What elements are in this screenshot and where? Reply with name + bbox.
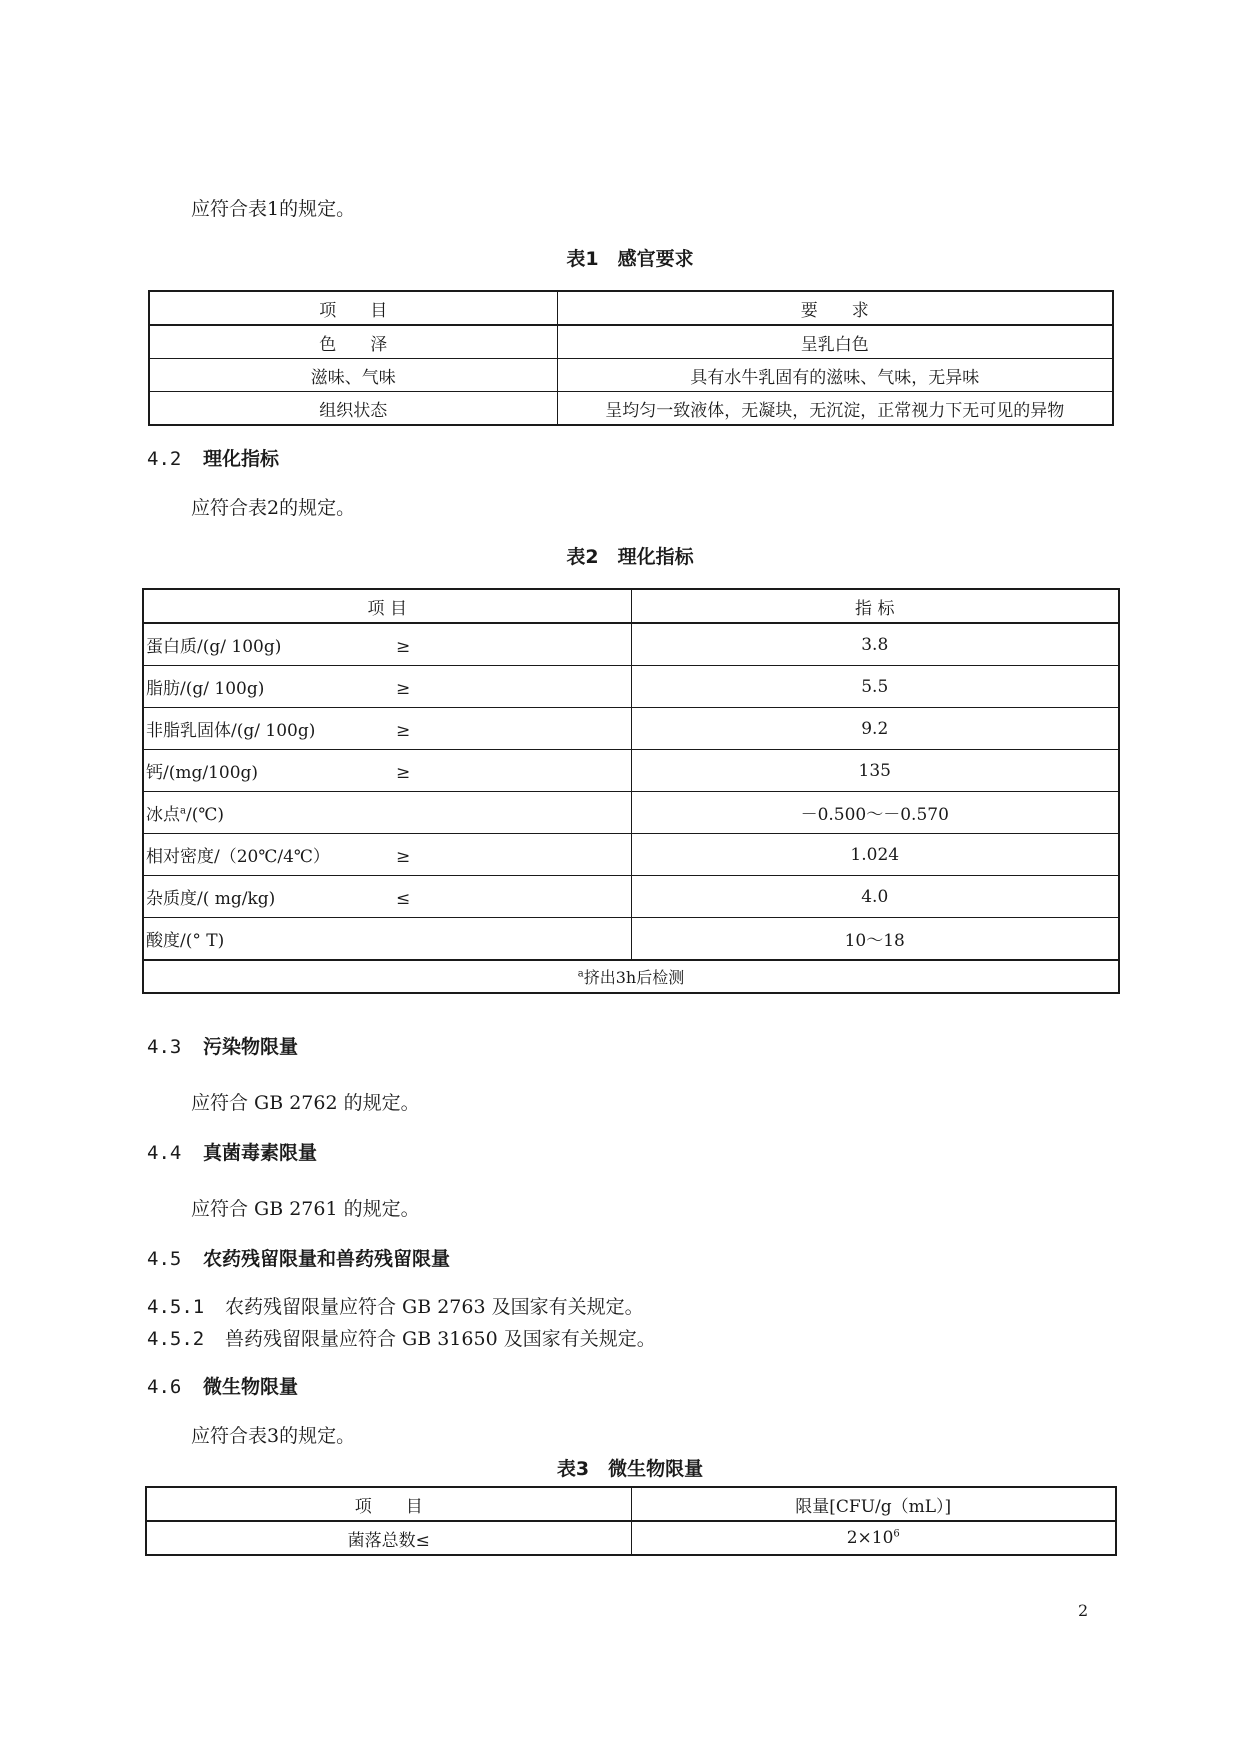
value-base: 2×10 <box>846 1528 894 1548</box>
footnote-text: 挤出3h后检测 <box>583 968 685 987</box>
table2-item-cell <box>143 792 631 834</box>
section-4-2-paragraph: 应符合表2的规定。 <box>191 497 356 519</box>
section-number: 4.2 <box>147 448 182 470</box>
clause-text: 农药残留限量应符合 GB 2763 及国家有关规定。 <box>225 1296 644 1318</box>
table3-item-cell: 菌落总数≤ <box>146 1521 631 1555</box>
table2-footnote-row <box>143 960 1119 993</box>
table2-item-cell <box>143 918 631 961</box>
table2-item-cell <box>143 708 631 750</box>
item-name: 相对密度/（20℃/4℃） <box>146 847 330 867</box>
table-row <box>143 792 1119 834</box>
table2-header-row <box>143 589 1119 623</box>
table1-caption: 表1 感官要求 <box>566 248 694 270</box>
section-title: 农药残留限量和兽药残留限量 <box>203 1248 451 1270</box>
item-name <box>144 800 396 825</box>
section-number: 4.3 <box>147 1036 182 1058</box>
table2-value-cell: 3.8 <box>631 623 1119 666</box>
comparison-symbol: ≥ <box>396 847 411 867</box>
table-row <box>143 708 1119 750</box>
section-title: 微生物限量 <box>203 1376 299 1398</box>
clause-4-5-1 <box>147 1295 644 1319</box>
table2-item-cell <box>143 834 631 876</box>
table-row <box>149 325 1113 359</box>
item-name-unit: /(℃) <box>185 805 224 825</box>
section-number: 4.5 <box>147 1248 182 1270</box>
table3-microbial-limits <box>145 1486 1117 1556</box>
clause-number: 4.5.1 <box>147 1296 205 1318</box>
item-name: 非脂乳固体/(g/ 100g) <box>146 721 316 741</box>
section-4-6-heading <box>147 1375 298 1399</box>
item-name: 蛋白质/(g/ 100g) <box>146 637 282 657</box>
table-row <box>143 666 1119 708</box>
table1-cell: 具有水牛乳固有的滋味、气味，无异味 <box>557 359 1113 392</box>
item-name: 杂质度/( mg/kg) <box>146 889 276 909</box>
table2-item-cell <box>143 666 631 708</box>
table-row <box>146 1521 1116 1555</box>
section-4-3-paragraph: 应符合 GB 2762 的规定。 <box>191 1092 420 1114</box>
table-row <box>143 834 1119 876</box>
table3-caption: 表3 微生物限量 <box>556 1458 704 1480</box>
table-row <box>149 359 1113 392</box>
section-4-6-paragraph: 应符合表3的规定。 <box>191 1425 356 1447</box>
table2-footnote <box>143 960 1119 993</box>
section-4-4-heading <box>147 1141 317 1165</box>
table1-cell: 色 泽 <box>149 325 557 359</box>
page-number: 2 <box>1078 1601 1089 1620</box>
section-4-4-paragraph: 应符合 GB 2761 的规定。 <box>191 1198 420 1220</box>
table1-cell: 呈乳白色 <box>557 325 1113 359</box>
table2-header-indicator: 指 标 <box>631 589 1119 623</box>
table2-value-cell: －0.500～－0.570 <box>631 792 1119 834</box>
clause-text: 兽药残留限量应符合 GB 31650 及国家有关规定。 <box>225 1328 656 1350</box>
table-row <box>143 876 1119 918</box>
clause-4-5-2 <box>147 1327 656 1351</box>
comparison-symbol: ≥ <box>396 679 411 699</box>
table-row <box>149 392 1113 426</box>
section-4-5-heading <box>147 1247 450 1271</box>
table2-value-cell: 5.5 <box>631 666 1119 708</box>
section-4-3-heading <box>147 1035 298 1059</box>
table3-header-limit: 限量[CFU/g（mL）] <box>631 1487 1116 1521</box>
table2-item-cell <box>143 623 631 666</box>
table3-header-row <box>146 1487 1116 1521</box>
table2-value-cell: 10～18 <box>631 918 1119 961</box>
table3-header-item: 项 目 <box>146 1487 631 1521</box>
footnote-marker: a <box>180 805 186 817</box>
table2-value-cell: 135 <box>631 750 1119 792</box>
section-4-2-heading <box>147 447 279 471</box>
item-name: 酸度/(° T) <box>146 931 225 951</box>
clause-number: 4.5.2 <box>147 1328 205 1350</box>
value-exponent: 6 <box>893 1528 900 1540</box>
table2-value-cell: 4.0 <box>631 876 1119 918</box>
intro-paragraph: 应符合表1的规定。 <box>191 198 356 220</box>
comparison-symbol: ≥ <box>396 637 411 657</box>
table1-header-item: 项 目 <box>149 291 557 325</box>
table-row <box>143 750 1119 792</box>
table2-header-item: 项 目 <box>143 589 631 623</box>
table1-sensory-requirements <box>148 290 1114 426</box>
table2-value-cell: 1.024 <box>631 834 1119 876</box>
table1-header-row <box>149 291 1113 325</box>
comparison-symbol: ≤ <box>396 889 411 909</box>
table2-physicochemical-indicators <box>142 588 1120 994</box>
section-title: 污染物限量 <box>203 1036 299 1058</box>
table-row <box>143 623 1119 666</box>
item-name: 脂肪/(g/ 100g) <box>146 679 265 699</box>
section-number: 4.6 <box>147 1376 182 1398</box>
footnote-marker: a <box>577 968 584 980</box>
table1-cell: 滋味、气味 <box>149 359 557 392</box>
table3-value-cell <box>631 1521 1116 1555</box>
table2-item-cell <box>143 750 631 792</box>
table-row <box>143 918 1119 961</box>
table2-item-cell <box>143 876 631 918</box>
item-name-text: 冰点 <box>146 805 180 825</box>
section-title: 理化指标 <box>203 448 280 470</box>
comparison-symbol: ≥ <box>396 763 411 783</box>
table2-value-cell: 9.2 <box>631 708 1119 750</box>
table1-cell: 呈均匀一致液体，无凝块，无沉淀，正常视力下无可见的异物 <box>557 392 1113 426</box>
section-number: 4.4 <box>147 1142 182 1164</box>
comparison-symbol: ≥ <box>396 721 411 741</box>
table2-caption: 表2 理化指标 <box>566 546 694 568</box>
section-title: 真菌毒素限量 <box>203 1142 318 1164</box>
table1-header-requirement: 要 求 <box>557 291 1113 325</box>
item-name: 钙/(mg/100g) <box>146 763 259 783</box>
table1-cell: 组织状态 <box>149 392 557 426</box>
